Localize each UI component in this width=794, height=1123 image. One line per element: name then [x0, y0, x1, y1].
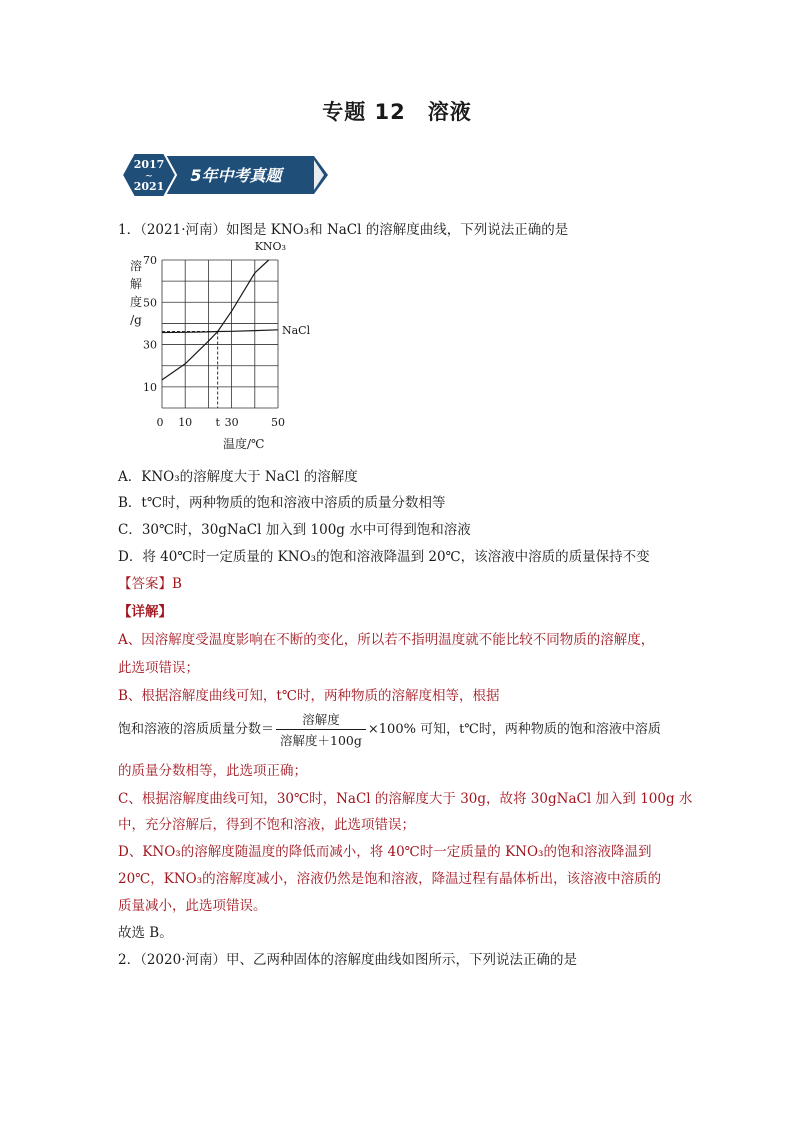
option-d: D．将 40℃时一定质量的 KNO₃的饱和溶液降温到 20℃，该溶液中溶质的质量保持不变: [118, 549, 650, 565]
kno3-curve: [162, 260, 269, 380]
x-tick-label: t: [215, 416, 220, 429]
detail-c-line1: C、根据溶解度曲线可知，30℃时，NaCl 的溶解度大于 30g，故将 30gNaCl 加入到 100g 水: [118, 791, 693, 807]
conclusion: 故选 B。: [118, 925, 173, 941]
nacl-label: NaCl: [282, 323, 311, 337]
solubility-chart: [118, 240, 318, 455]
page-title: 专题 12 溶液: [322, 100, 472, 124]
badge-tilde: ~: [144, 171, 154, 182]
y-axis-label: /g: [130, 313, 142, 327]
badge-label: 5年中考真题: [190, 166, 282, 185]
x-tick-label: 0: [156, 416, 164, 429]
kno3-label: KNO₃: [254, 240, 287, 253]
detail-b-line3: 的质量分数相等，此选项正确；: [118, 763, 307, 779]
detail-b-line1: B、根据溶解度曲线可知，t℃时，两种物质的溶解度相等，根据: [118, 688, 500, 704]
y-tick-label: 50: [143, 296, 157, 310]
x-tick-label: 30: [224, 416, 239, 429]
option-b: B．t℃时，两种物质的饱和溶液中溶质的质量分数相等: [118, 495, 446, 511]
y-axis-label: 度: [129, 295, 143, 309]
detail-a-line1: A、因溶解度受温度影响在不断的变化，所以若不指明温度就不能比较不同物质的溶解度，: [118, 632, 655, 648]
detail-d-line3: 质量减小，此选项错误。: [118, 898, 267, 914]
detail-c-line2: 中，充分溶解后，得到不饱和溶液，此选项错误；: [118, 817, 415, 833]
answer: 【答案】B: [118, 576, 182, 592]
detail-header: 【详解】: [118, 604, 172, 620]
y-axis-label: 溶: [129, 259, 143, 273]
y-axis-label: 解: [129, 277, 143, 291]
formula-prefix: 饱和溶液的溶质质量分数＝: [118, 722, 275, 737]
badge-year-bottom: 2021: [133, 180, 165, 193]
detail-formula: [118, 710, 661, 749]
formula-suffix: ×100% 可知，t℃时，两种物质的饱和溶液中溶质: [367, 722, 661, 737]
y-tick-label: 10: [143, 380, 157, 394]
formula-denominator: 溶解度＋100g: [280, 733, 362, 748]
option-a: A．KNO₃的溶解度大于 NaCl 的溶解度: [118, 469, 358, 485]
section-badge: [118, 150, 328, 200]
detail-a-line2: 此选项错误；: [118, 660, 199, 676]
badge-year-top: 2017: [133, 158, 165, 171]
y-tick-label: 30: [143, 338, 157, 352]
question1-stem: 1．（2021·河南）如图是 KNO₃和 NaCl 的溶解度曲线，下列说法正确的是: [118, 222, 569, 238]
detail-d-line1: D、KNO₃的溶解度随温度的降低而减小，将 40℃时一定质量的 KNO₃的饱和溶液降温到: [118, 844, 652, 860]
x-axis-label: 温度/℃: [222, 437, 265, 451]
x-tick-label: 10: [178, 416, 193, 429]
formula-numerator: 溶解度: [276, 710, 366, 730]
x-tick-label: 50: [271, 416, 285, 429]
y-tick-label: 70: [143, 254, 157, 267]
detail-d-line2: 20℃，KNO₃的溶解度减小，溶液仍然是饱和溶液，降温过程有晶体析出，该溶液中溶质的: [118, 871, 662, 887]
formula-fraction: [276, 710, 366, 749]
question2-stem: 2．（2020·河南）甲、乙两种固体的溶解度曲线如图所示，下列说法正确的是: [118, 952, 577, 968]
option-c: C．30℃时，30gNaCl 加入到 100g 水中可得到饱和溶液: [118, 522, 471, 538]
